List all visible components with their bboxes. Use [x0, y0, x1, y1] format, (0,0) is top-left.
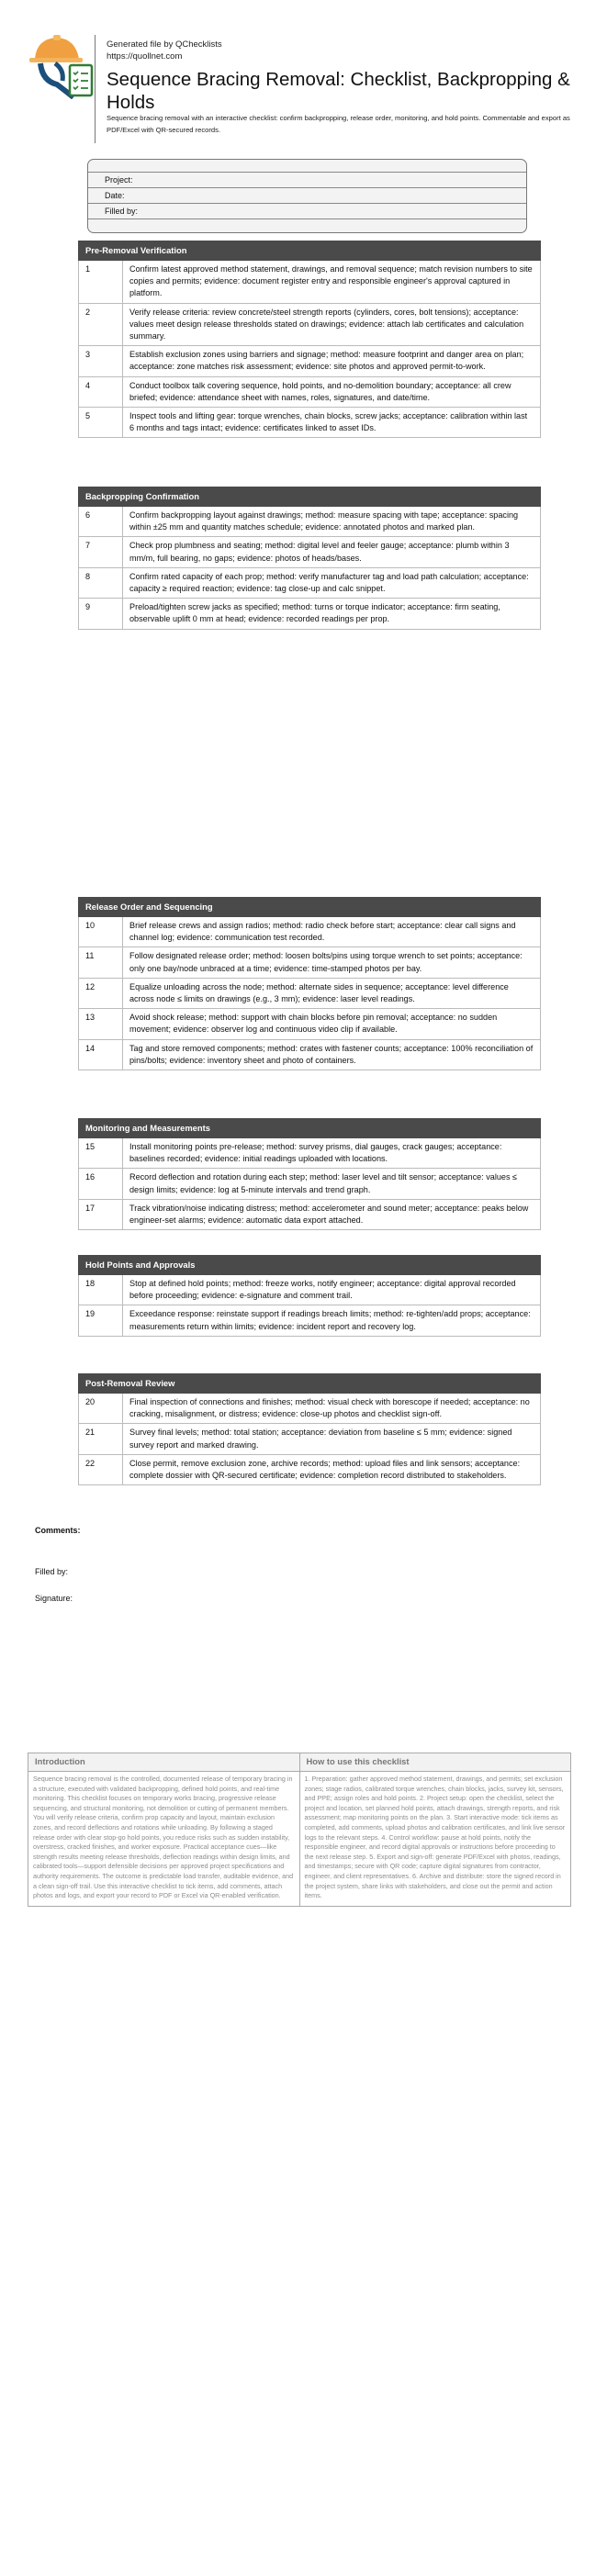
item-number: 4: [79, 376, 123, 407]
date-field[interactable]: Date:: [88, 188, 526, 204]
generator-info: [107, 39, 222, 62]
item-number: 7: [79, 537, 123, 567]
item-number: 15: [79, 1138, 123, 1169]
section-title: Hold Points and Approvals: [79, 1256, 541, 1275]
item-number: 3: [79, 346, 123, 376]
item-number: 6: [79, 507, 123, 537]
header-divider: [95, 35, 96, 143]
hardhat-checklist-logo-icon: [28, 33, 94, 99]
page-title: Sequence Bracing Removal: Checklist, Backpropping & Holds: [107, 69, 570, 113]
checklist-row[interactable]: [79, 537, 541, 567]
checklist-row[interactable]: [79, 376, 541, 407]
section-pre-removal-verification: [78, 241, 541, 438]
signature-label: Signature:: [35, 1594, 73, 1603]
item-text: Stop at defined hold points; method: freeze works, notify engineer; acceptance: digital approval recorded before proceeding; evidence: e-signature and comment trail.: [123, 1275, 541, 1305]
section-title: Post-Removal Review: [79, 1374, 541, 1394]
section-backpropping-confirmation: [78, 487, 541, 630]
item-text: Equalize unloading across the node; method: alternate sides in sequence; acceptance: level difference across node ≤ limits on drawings (e.g., 3 mm); evidence: laser level readings.: [123, 978, 541, 1008]
item-text: Avoid shock release; method: support with chain blocks before pin removal; acceptance: no sudden movement; evidence: observer log and continuous video clip if available.: [123, 1009, 541, 1039]
item-text: Verify release criteria: review concrete/steel strength reports (cylinders, cores, bolt tensions); acceptance: values meet design release thresholds stated on drawings; evidence: attach lab certificates and calculation summary.: [123, 303, 541, 346]
checklist-row[interactable]: [79, 1169, 541, 1199]
section-monitoring-and-measurements: [78, 1118, 541, 1230]
checklist-row[interactable]: [79, 567, 541, 598]
item-number: 2: [79, 303, 123, 346]
item-text: Inspect tools and lifting gear: torque wrenches, chain blocks, screw jacks; acceptance: calibration within last 6 months and tags intact; evidence: certificates linked to asset IDs.: [123, 408, 541, 438]
filled-by-label: Filled by:: [35, 1567, 69, 1576]
item-number: 21: [79, 1424, 123, 1454]
item-number: 9: [79, 599, 123, 629]
blank-field[interactable]: [88, 219, 526, 233]
item-text: Exceedance response: reinstate support if readings breach limits; method: re-tighten/add props; acceptance: measurements return within limits; evidence: incident report and recovery log.: [123, 1305, 541, 1336]
item-number: 12: [79, 978, 123, 1008]
how-to-use-text: 1. Preparation: gather approved method statement, drawings, and permits; set exclusion zones; stage radios, calibrated torque wrenches, chain blocks, jacks, survey kit, sensors, and PPE; assign roles and hold points. 2. Project setup: open the checklist, select the project and location, set planned hold points, attach drawings, strength reports, and risk assessment; map monitoring points on the plan. 3. Start interactive mode: tick items as completed, add comments, upload photos and calibration certificates, and link live sensor logs to the relevant steps. 4. Control workflow: pause at hold points, notify the responsible engineer, and record digital approvals or instructions before proceeding to the next release step. 5. Export and sign-off: generate PDF/Excel with photos, readings, and timestamps; secure with QR code; capture digital signatures from contractor, engineer, and client representatives. 6. Archive and distribute: store the signed record in the project system, share links with stakeholders, and close out the permit and action items.: [299, 1772, 571, 1907]
item-number: 17: [79, 1199, 123, 1229]
section-post-removal-review: [78, 1373, 541, 1485]
section-title: Release Order and Sequencing: [79, 898, 541, 917]
item-text: Tag and store removed components; method: crates with fastener counts; acceptance: 100% reconciliation of pins/bolts; evidence: inventory sheet and photo of containers.: [123, 1039, 541, 1070]
item-text: Follow designated release order; method: loosen bolts/pins using torque wrench to set points; acceptance: only one bay/node unbraced at a time; evidence: time-stamped photos per bay.: [123, 947, 541, 978]
project-field[interactable]: Project:: [88, 172, 526, 188]
item-number: 22: [79, 1454, 123, 1484]
checklist-row[interactable]: [79, 346, 541, 376]
item-number: 14: [79, 1039, 123, 1070]
checklist-row[interactable]: [79, 1138, 541, 1169]
document-header: [0, 0, 607, 147]
checklist-row[interactable]: [79, 917, 541, 947]
item-number: 20: [79, 1394, 123, 1424]
comments-label: Comments:: [35, 1526, 81, 1535]
checklist-row[interactable]: [79, 1424, 541, 1454]
item-number: 1: [79, 261, 123, 304]
generated-by-text: Generated file by QChecklists: [107, 39, 222, 50]
checklist-row[interactable]: [79, 1454, 541, 1484]
checklist-row[interactable]: [79, 1394, 541, 1424]
item-number: 11: [79, 947, 123, 978]
checklist-row[interactable]: [79, 303, 541, 346]
source-url-link[interactable]: https://quollnet.com: [107, 51, 183, 62]
item-text: Record deflection and rotation during each step; method: laser level and tilt sensor; acceptance: values ≤ design limits; evidence: log at 5-minute intervals and trend graph.: [123, 1169, 541, 1199]
item-number: 19: [79, 1305, 123, 1336]
item-number: 8: [79, 567, 123, 598]
section-hold-points-and-approvals: [78, 1255, 541, 1337]
item-number: 10: [79, 917, 123, 947]
item-text: Preload/tighten screw jacks as specified; method: turns or torque indicator; acceptance: firm seating, observable uplift 0 mm at head; evidence: recorded readings per prop.: [123, 599, 541, 629]
item-text: Confirm rated capacity of each prop; method: verify manufacturer tag and load path calculation; acceptance: capacity ≥ required reaction; evidence: tag close-up and calc snippet.: [123, 567, 541, 598]
checklist-row[interactable]: [79, 978, 541, 1008]
section-title: Backpropping Confirmation: [79, 487, 541, 507]
item-number: 5: [79, 408, 123, 438]
how-to-use-title: How to use this checklist: [299, 1753, 571, 1772]
item-text: Close permit, remove exclusion zone, archive records; method: upload files and link sensors; acceptance: complete dossier with QR-secured certificate; evidence: completion record distributed to stakeholders.: [123, 1454, 541, 1484]
introduction-title: Introduction: [28, 1753, 300, 1772]
item-text: Install monitoring points pre-release; method: survey prisms, dial gauges, crack gauges; acceptance: baselines recorded; evidence: initial readings uploaded with locations.: [123, 1138, 541, 1169]
checklist-row[interactable]: [79, 599, 541, 629]
item-text: Final inspection of connections and finishes; method: visual check with borescope if needed; acceptance: no cracking, misalignment, or distress; evidence: close-up photos and checklist sign-off.: [123, 1394, 541, 1424]
checklist-row[interactable]: [79, 1199, 541, 1229]
item-text: Track vibration/noise indicating distress; method: accelerometer and sound meter; acceptance: peaks below engineer-set alarms; evidence: automatic data export attached.: [123, 1199, 541, 1229]
item-text: Check prop plumbness and seating; method: digital level and feeler gauge; acceptance: plumb within 3 mm/m, full bearing, no gaps; evidence: photos of heads/bases.: [123, 537, 541, 567]
section-release-order-and-sequencing: [78, 897, 541, 1070]
item-text: Brief release crews and assign radios; method: radio check before start; acceptance: clear call signs and channel log; evidence: communication test recorded.: [123, 917, 541, 947]
item-number: 16: [79, 1169, 123, 1199]
checklist-row[interactable]: [79, 1039, 541, 1070]
item-number: 13: [79, 1009, 123, 1039]
item-text: Confirm latest approved method statement, drawings, and removal sequence; match revision numbers to site copies and permits; evidence: document register entry and responsible engineer's approval captured in platform.: [123, 261, 541, 304]
checklist-row[interactable]: [79, 408, 541, 438]
page-subtitle: Sequence bracing removal with an interactive checklist: confirm backpropping, release order, monitoring, and hold points. Commentable and export as PDF/Excel with QR-secured records.: [107, 114, 570, 134]
checklist-row[interactable]: [79, 507, 541, 537]
filled-by-field[interactable]: Filled by:: [88, 204, 526, 219]
introduction-text: Sequence bracing removal is the controlled, documented release of temporary bracing in a structure, executed with validated backpropping, defined hold points, and real-time monitoring. This checklist focuses on temporary works bracing, progressive release sequencing, and structural monitoring, not demolition or cutting of permanent members. You will verify release criteria, confirm prop capacity and layout, maintain exclusion zones, and record deflections and rotations while unloading. By following a staged release order with clear stop-go hold points, you reduce risks such as sudden instability, overstress, cracked finishes, and worker exposure. Practical acceptance cues—like strength results meeting release thresholds, deflection readings within design limits, and calibrated tools—support defensible decisions per approved project specifications and authority requirements. The outcome is predictable load transfer, auditable evidence, and a clean sign-off trail. Use this interactive checklist to tick items, add comments, attach photos and logs, and export your record to PDF or Excel via QR-enabled verification.: [28, 1772, 300, 1907]
section-title: Pre-Removal Verification: [79, 241, 541, 261]
checklist-row[interactable]: [79, 1275, 541, 1305]
checklist-row[interactable]: [79, 947, 541, 978]
item-text: Survey final levels; method: total station; acceptance: deviation from baseline ≤ 5 mm; evidence: signed survey report and marked drawing.: [123, 1424, 541, 1454]
item-text: Confirm backpropping layout against drawings; method: measure spacing with tape; acceptance: spacing within ±25 mm and quantity matches schedule; evidence: annotated photos and marked plan.: [123, 507, 541, 537]
checklist-row[interactable]: [79, 261, 541, 304]
item-number: 18: [79, 1275, 123, 1305]
section-title: Monitoring and Measurements: [79, 1119, 541, 1138]
item-text: Establish exclusion zones using barriers and signage; method: measure footprint and danger area on plan; acceptance: zone matches risk assessment; evidence: site photos and approved permit-to-work.: [123, 346, 541, 376]
footer-info-table: [28, 1753, 571, 1907]
checklist-row[interactable]: [79, 1305, 541, 1336]
item-text: Conduct toolbox talk covering sequence, hold points, and no-demolition boundary; acceptance: all crew briefed; evidence: attendance sheet with names, roles, signatures, and date/time.: [123, 376, 541, 407]
project-info-box: [87, 159, 527, 233]
checklist-row[interactable]: [79, 1009, 541, 1039]
